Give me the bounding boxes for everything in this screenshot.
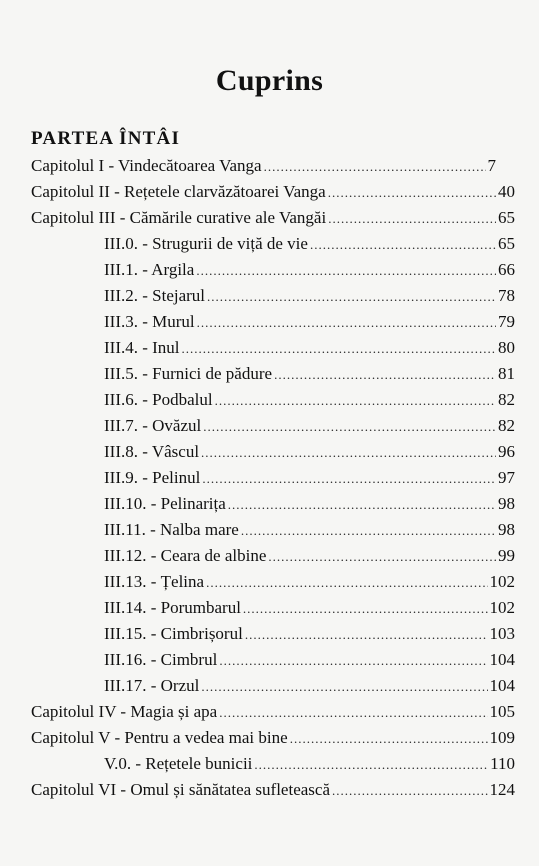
toc-entry-section-3-12[interactable] [104,546,515,567]
dot-leader [202,469,496,489]
toc-entry-page: 79 [498,312,515,331]
toc-entry-section-3-16[interactable] [104,650,515,671]
toc-entry-page: 7 [487,156,496,175]
toc-entry-label: Capitolul II - Rețetele clarvăzătoarei Vanga [31,182,326,201]
toc-entry-section-3-7[interactable] [104,416,515,437]
toc-entry-chapter-4[interactable] [31,702,515,723]
toc-entry-page: 109 [489,728,515,747]
dot-leader [197,313,496,333]
toc-entry-section-3-2[interactable] [104,286,515,307]
dot-leader [274,365,496,385]
toc-entry-label: Capitolul IV - Magia și apa [31,702,218,721]
dot-leader [182,339,496,359]
toc-entry-section-3-8[interactable] [104,442,515,463]
toc-entry-page: 81 [498,364,515,383]
toc-entry-page: 98 [498,520,515,539]
toc-entry-section-3-17[interactable] [104,676,515,697]
toc-entry-page: 40 [498,182,515,201]
toc-entry-chapter-2[interactable] [31,182,515,203]
toc-entry-label: III.13. - Țelina [104,572,205,591]
toc-entry-page: 80 [498,338,515,357]
dot-leader [228,495,496,515]
toc-entry-chapter-6[interactable] [31,780,515,801]
part-heading: PARTEA ÎNTÂI [31,128,181,149]
toc-entry-section-3-0[interactable] [104,234,515,255]
toc-entry-label: III.6. - Podbalul [104,390,213,409]
dot-leader [310,235,496,255]
toc-entry-label: Capitolul V - Pentru a vedea mai bine [31,728,288,747]
toc-entry-section-3-13[interactable] [104,572,515,593]
toc-entry-page: 110 [490,754,515,773]
toc-entry-section-5-0[interactable] [104,754,515,775]
dot-leader [203,417,496,437]
toc-entry-section-3-14[interactable] [104,598,515,619]
toc-entry-section-3-11[interactable] [104,520,515,541]
dot-leader [328,209,496,229]
toc-entry-label: III.5. - Furnici de pădure [104,364,273,383]
toc-entry-page: 102 [489,572,515,591]
toc-entry-page: 105 [489,702,515,721]
toc-entry-label: III.9. - Pelinul [104,468,201,487]
toc-entry-section-3-6[interactable] [104,390,515,411]
toc-entry-page: 102 [489,598,515,617]
toc-entry-label: Capitolul I - Vindecătoarea Vanga [31,156,262,175]
dot-leader [207,287,496,307]
toc-entry-label: III.1. - Argila [104,260,195,279]
toc-entry-page: 104 [489,676,515,695]
dot-leader [215,391,496,411]
toc-entry-page: 97 [498,468,515,487]
toc-entry-page: 78 [498,286,515,305]
toc-entry-page: 103 [489,624,515,643]
page-title: Cuprins [215,64,324,97]
toc-entry-section-3-15[interactable] [104,624,515,645]
toc-entry-page: 65 [498,208,515,227]
toc-entry-page: 82 [498,416,515,435]
toc-entry-label: III.11. - Nalba mare [104,520,239,539]
dot-leader [268,547,496,567]
toc-entry-label: III.2. - Stejarul [104,286,206,305]
toc-entry-section-3-9[interactable] [104,468,515,489]
dot-leader [245,625,488,645]
toc-entry-section-3-5[interactable] [104,364,515,385]
toc-entry-page: 96 [498,442,515,461]
dot-leader [243,599,488,619]
toc-entry-label: III.0. - Strugurii de viță de vie [104,234,308,253]
toc-entry-label: III.16. - Cimbrul [104,650,218,669]
toc-entry-label: III.8. - Vâscul [104,442,200,461]
toc-entry-label: III.12. - Ceara de albine [104,546,267,565]
toc-entry-label: III.3. - Murul [104,312,195,331]
dot-leader [264,157,486,177]
toc-entry-page: 104 [489,650,515,669]
toc-entry-label: III.15. - Cimbrișorul [104,624,243,643]
toc-entry-section-3-10[interactable] [104,494,515,515]
toc-entry-label: III.10. - Pelinarița [104,494,226,513]
toc-entry-page: 98 [498,494,515,513]
dot-leader [241,521,496,541]
dot-leader [201,677,487,697]
toc-entry-section-3-1[interactable] [104,260,515,281]
toc-entry-page: 124 [489,780,515,799]
toc-entry-page: 66 [498,260,515,279]
toc-entry-label: III.4. - Inul [104,338,180,357]
dot-leader [219,651,487,671]
toc-entry-page: 99 [498,546,515,565]
dot-leader [290,729,488,749]
toc-entry-chapter-1[interactable] [31,156,496,177]
dot-leader [196,261,496,281]
toc-entry-label: Capitolul III - Cămările curative ale Vangăi [31,208,327,227]
dot-leader [219,703,487,723]
toc-entry-chapter-3[interactable] [31,208,515,229]
dot-leader [201,443,496,463]
toc-entry-section-3-4[interactable] [104,338,515,359]
toc-entry-label: V.0. - Rețetele bunicii [104,754,253,773]
toc-entry-page: 82 [498,390,515,409]
dot-leader [328,183,496,203]
toc-entry-label: III.14. - Porumbarul [104,598,241,617]
dot-leader [332,781,488,801]
toc-entry-chapter-5[interactable] [31,728,515,749]
dot-leader [206,573,487,593]
toc-entry-label: III.17. - Orzul [104,676,200,695]
dot-leader [254,755,488,775]
toc-entry-page: 65 [498,234,515,253]
toc-entry-section-3-3[interactable] [104,312,515,333]
toc-entry-label: III.7. - Ovăzul [104,416,202,435]
toc-entry-label: Capitolul VI - Omul și sănătatea sufletească [31,780,330,799]
